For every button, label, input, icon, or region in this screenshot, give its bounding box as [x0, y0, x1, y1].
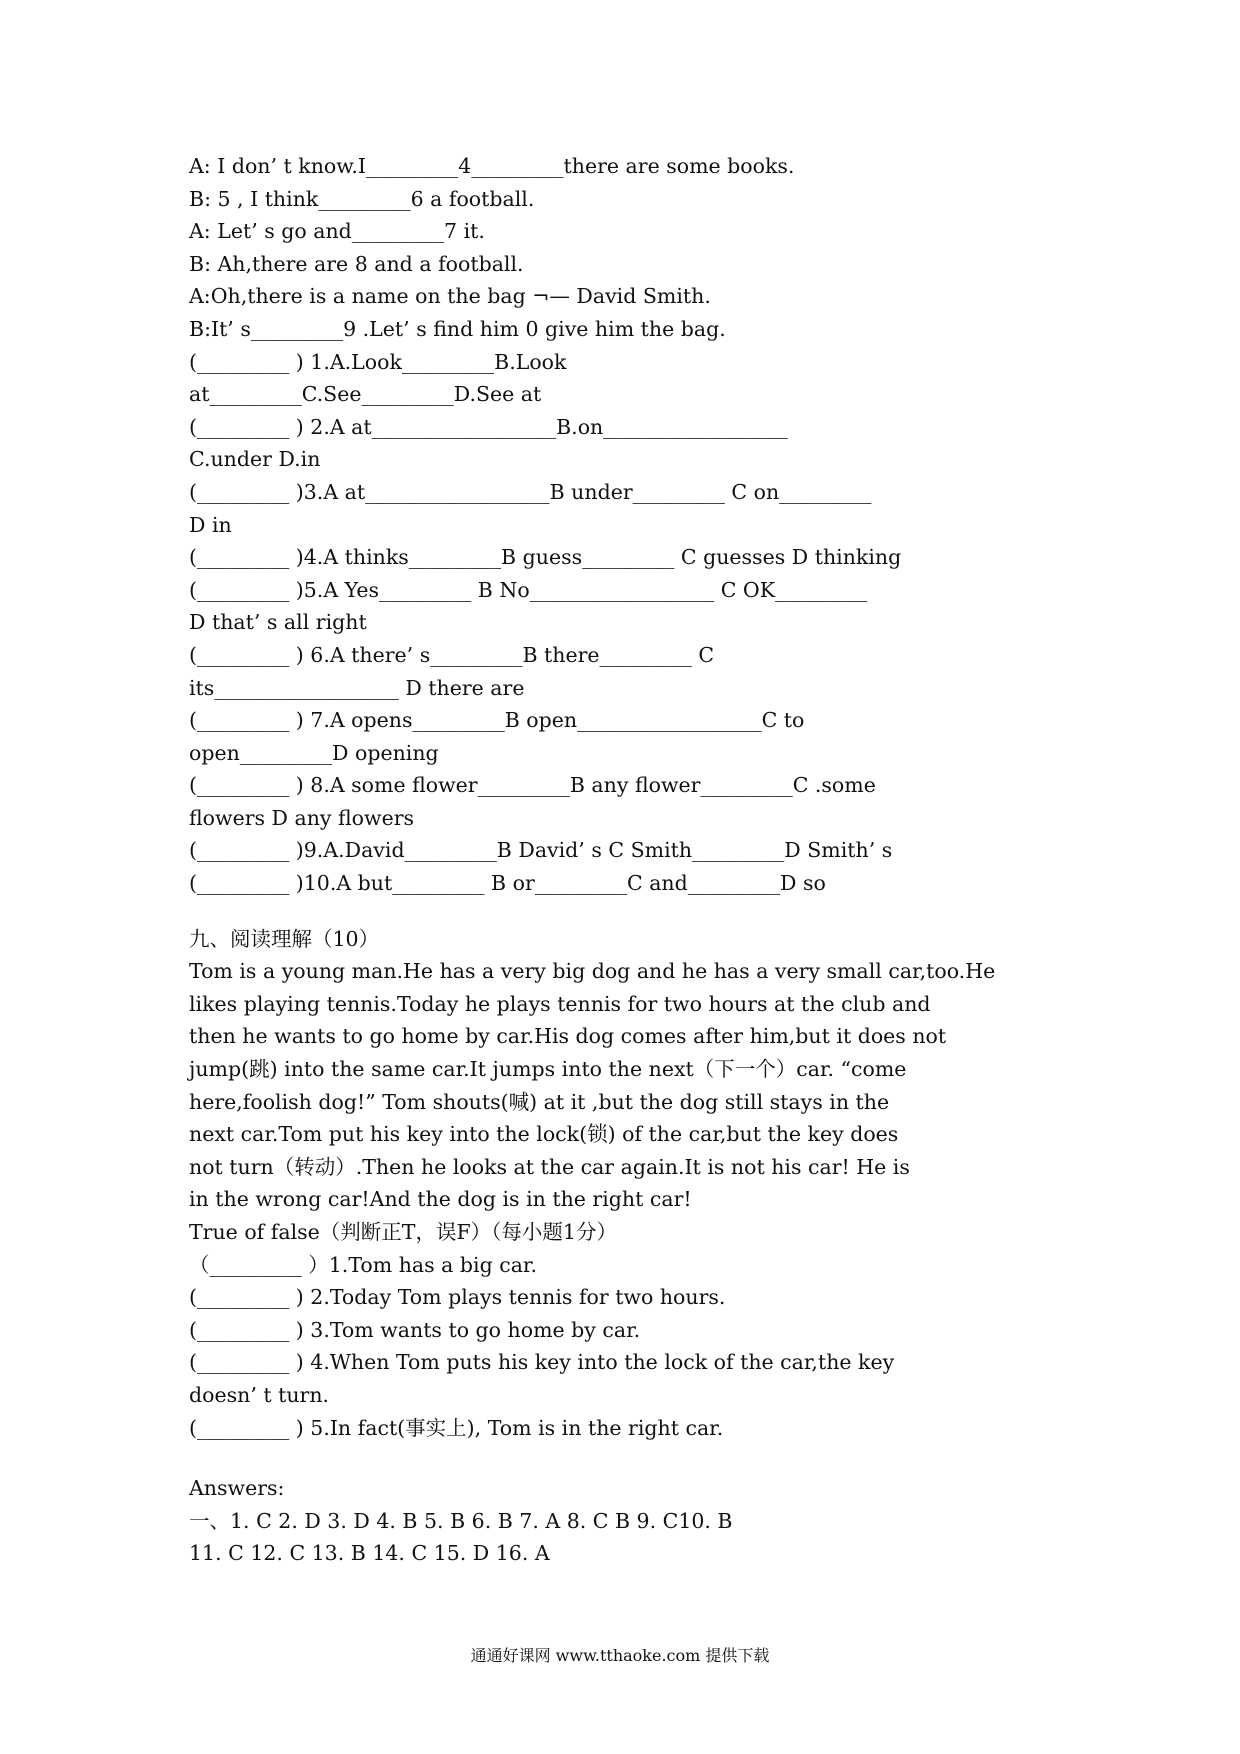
- question-line: (_________ ) 3.Tom wants to go home by car.: [189, 1317, 641, 1342]
- question-line: C.under D.in: [189, 447, 321, 472]
- question-line: its__________________ D there are: [189, 675, 525, 700]
- question-line: （_________ ）1.Tom has a big car.: [189, 1252, 537, 1277]
- question-line: (_________ )9.A.David_________B David’ s C Smith_________D Smith’ s: [189, 838, 893, 863]
- question-line: (_________ ) 6.A there’ s_________B there_________ C: [189, 642, 715, 667]
- answers-section: [189, 1472, 1069, 1570]
- cloze-question-list: [189, 346, 1069, 900]
- question-line: (_________ )3.A at__________________B under_________ C on_________: [189, 479, 872, 504]
- answers-heading: Answers:: [189, 1476, 285, 1501]
- dialogue-line: B: 5 , I think_________6 a football.: [189, 186, 535, 211]
- passage-line: in the wrong car!And the dog is in the right car!: [189, 1187, 692, 1212]
- question-line: open_________D opening: [189, 740, 439, 765]
- dialogue-line: B:It’ s_________9 .Let’ s find him 0 give him the bag.: [189, 316, 726, 341]
- answers-line: 11. C 12. C 13. B 14. C 15. D 16. A: [189, 1541, 550, 1566]
- question-line: D that’ s all right: [189, 610, 367, 635]
- question-line: D in: [189, 512, 232, 537]
- question-line: (_________ ) 4.When Tom puts his key into the lock of the car,the key: [189, 1350, 895, 1375]
- passage-line: not turn（转动）.Then he looks at the car again.It is not his car! He is: [189, 1154, 910, 1179]
- dialogue-line: A:Oh,there is a name on the bag ¬— David Smith.: [189, 284, 711, 309]
- passage-line: here,foolish dog!” Tom shouts(喊) at it ,but the dog still stays in the: [189, 1089, 890, 1114]
- reading-section: [189, 923, 1069, 1445]
- question-line: (_________ ) 2.Today Tom plays tennis for two hours.: [189, 1285, 726, 1310]
- dialogue-line: A: I don’ t know.I_________4_________there are some books.: [189, 154, 795, 178]
- question-line: flowers D any flowers: [189, 805, 415, 830]
- question-line: (_________ ) 8.A some flower_________B any flower_________C .some: [189, 773, 876, 798]
- dialogue-section: [189, 150, 1069, 346]
- question-line: doesn’ t turn.: [189, 1382, 330, 1407]
- passage-line: then he wants to go home by car.His dog comes after him,but it does not: [189, 1024, 947, 1049]
- question-line: (_________ )5.A Yes_________ B No__________________ C OK_________: [189, 577, 868, 602]
- spacer: [189, 1444, 1069, 1472]
- document-body: [189, 150, 1069, 1570]
- question-line: (_________ )4.A thinks_________B guess_________ C guesses D thinking: [189, 545, 902, 570]
- passage-line: likes playing tennis.Today he plays tennis for two hours at the club and: [189, 991, 931, 1016]
- passage-line: next car.Tom put his key into the lock(锁) of the car,but the key does: [189, 1122, 899, 1147]
- instruction-line: True of false（判断正T，误F）（每小题1分）: [189, 1220, 617, 1244]
- question-line: (_________ ) 1.A.Look_________B.Look: [189, 349, 567, 374]
- answers-line: 一、1. C 2. D 3. D 4. B 5. B 6. B 7. A 8. C B 9. C10. B: [189, 1508, 733, 1533]
- question-line: (_________ ) 7.A opens_________B open__________________C to: [189, 708, 805, 733]
- question-line: (_________ )10.A but_________ B or_________C and_________D so: [189, 871, 826, 896]
- passage-line: jump(跳) into the same car.It jumps into the next（下一个）car. “come: [189, 1057, 907, 1082]
- dialogue-line: B: Ah,there are 8 and a football.: [189, 251, 524, 276]
- question-line: at_________C.See_________D.See at: [189, 382, 542, 407]
- question-line: (_________ ) 5.In fact(事实上), Tom is in the right car.: [189, 1415, 724, 1440]
- passage-line: Tom is a young man.He has a very big dog and he has a very small car,too.He: [189, 959, 996, 984]
- dialogue-line: A: Let’ s go and_________7 it.: [189, 219, 485, 244]
- spacer: [189, 900, 1069, 923]
- section-heading: 九、阅读理解（10）: [189, 926, 380, 951]
- question-line: (_________ ) 2.A at__________________B.on__________________: [189, 414, 788, 439]
- page-footer: 通通好课网 www.tthaoke.com 提供下载: [470, 1646, 770, 1665]
